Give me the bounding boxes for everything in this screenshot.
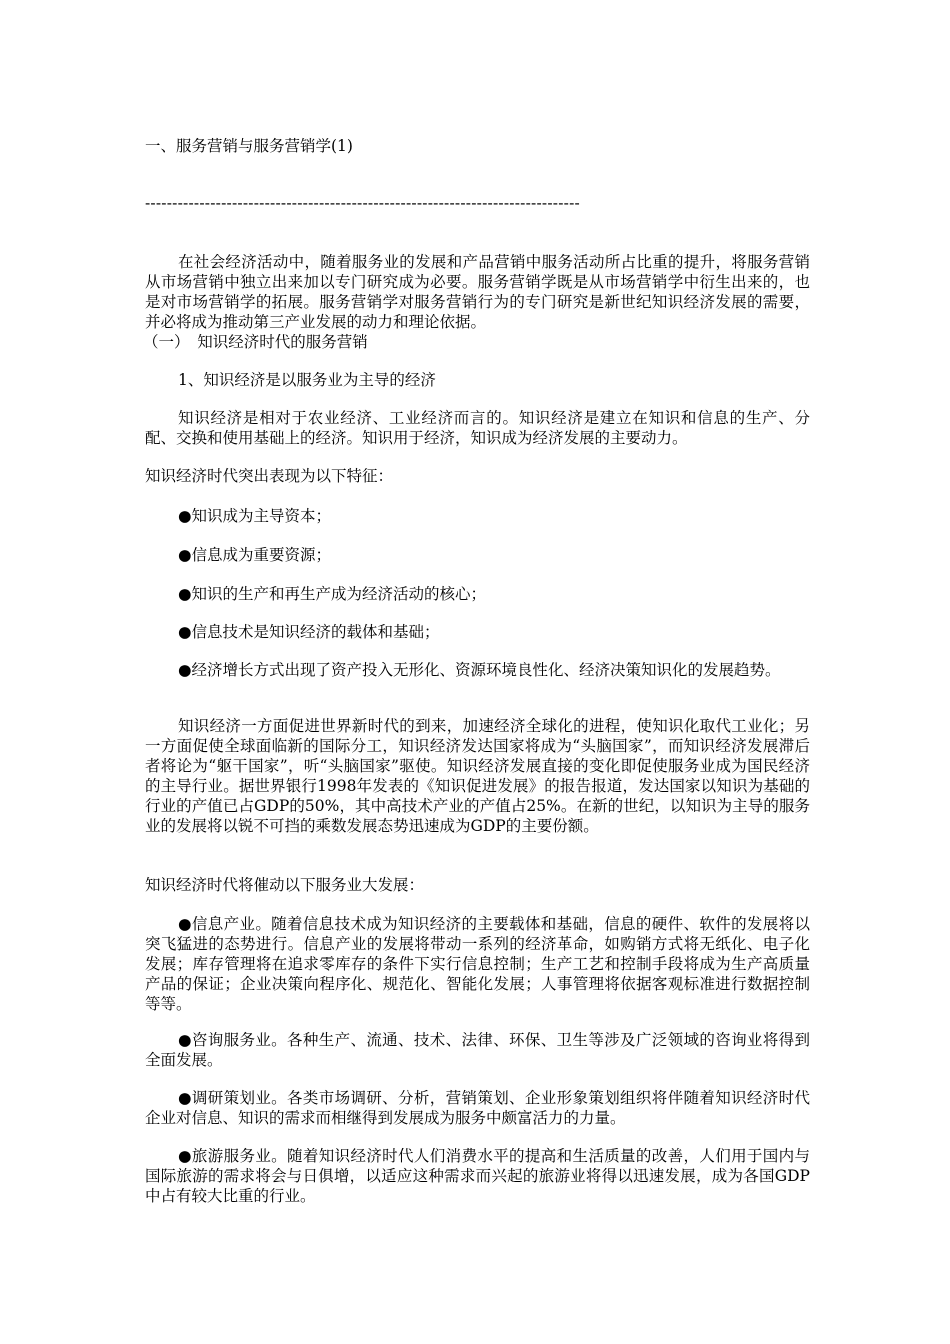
feature-item: ●经济增长方式出现了资产投入无形化、资源环境良性化、经济决策知识化的发展趋势。 [178, 661, 781, 679]
intro-paragraph: 在社会经济活动中，随着服务业的发展和产品营销中服务活动所占比重的提升，将服务营销从市场营销中独立出来加以专门研究成为必要。服务营销学既是从市场营销学中衍生出来的，也是对市场营销学的拓展。服务营销学对服务营销行为的专门研究是新世纪知识经济发展的需要，并必将成为推动第三产业发展的动力和理论依据。 [145, 253, 810, 331]
feature-item: ●信息技术是知识经济的载体和基础； [178, 623, 440, 641]
services-intro: 知识经济时代将催动以下服务业大发展： [145, 876, 425, 894]
service-item: ●调研策划业。各类市场调研、分析，营销策划、企业形象策划组织将伴随着知识经济时代企业对信息、知识的需求而相继得到发展成为服务中颇富活力的力量。 [145, 1089, 810, 1127]
feature-item: ●知识的生产和再生产成为经济活动的核心； [178, 585, 487, 603]
features-intro: 知识经济时代突出表现为以下特征： [145, 467, 394, 485]
feature-item: ●信息成为重要资源； [178, 546, 332, 564]
definition-paragraph: 知识经济是相对于农业经济、工业经济而言的。知识经济是建立在知识和信息的生产、分配、交换和使用基础上的经济。知识用于经济，知识成为经济发展的主要动力。 [145, 409, 810, 447]
feature-item: ●知识成为主导资本； [178, 507, 332, 525]
section-heading: （一） 知识经济时代的服务营销 [143, 333, 368, 351]
globalization-paragraph: 知识经济一方面促进世界新时代的到来，加速经济全球化的进程，使知识化取代工业化；另一方面促使全球面临新的国际分工，知识经济发达国家将成为“头脑国家”，而知识经济发展滞后者将论为“躯干国家”，听“头脑国家”驱使。知识经济发展直接的变化即促使服务业成为国民经济的主导行业。据世界银行1998年发表的《知识促进发展》的报告报道，发达国家以知识为基础的行业的产值已占GDP的50%，其中高技术产业的产值占25%。在新的世纪，以知识为主导的服务业的发展将以锐不可挡的乘数发展态势迅速成为GDP的主要份额。 [145, 717, 810, 835]
service-item: ●旅游服务业。随着知识经济时代人们消费水平的提高和生活质量的改善，人们用于国内与国际旅游的需求将会与日俱增，以适应这种需求而兴起的旅游业将得以迅速发展，成为各国GDP中占有较大比重的行业。 [145, 1147, 810, 1205]
subsection-heading: 1、知识经济是以服务业为主导的经济 [178, 371, 436, 389]
service-item: ●咨询服务业。各种生产、流通、技术、法律、环保、卫生等涉及广泛领域的咨询业将得到全面发展。 [145, 1031, 810, 1069]
divider-line: -------------------------------------------------------------------------------- [145, 194, 580, 212]
service-item: ●信息产业。随着信息技术成为知识经济的主要载体和基础，信息的硬件、软件的发展将以突飞猛进的态势进行。信息产业的发展将带动一系列的经济革命，如购销方式将无纸化、电子化发展；库存管理将在追求零库存的条件下实行信息控制；生产工艺和控制手段将成为生产高质量产品的保证；企业决策向程序化、规范化、智能化发展；人事管理将依据客观标准进行数据控制等等。 [145, 915, 810, 1013]
document-title: 一、服务营销与服务营销学(1) [145, 137, 353, 155]
